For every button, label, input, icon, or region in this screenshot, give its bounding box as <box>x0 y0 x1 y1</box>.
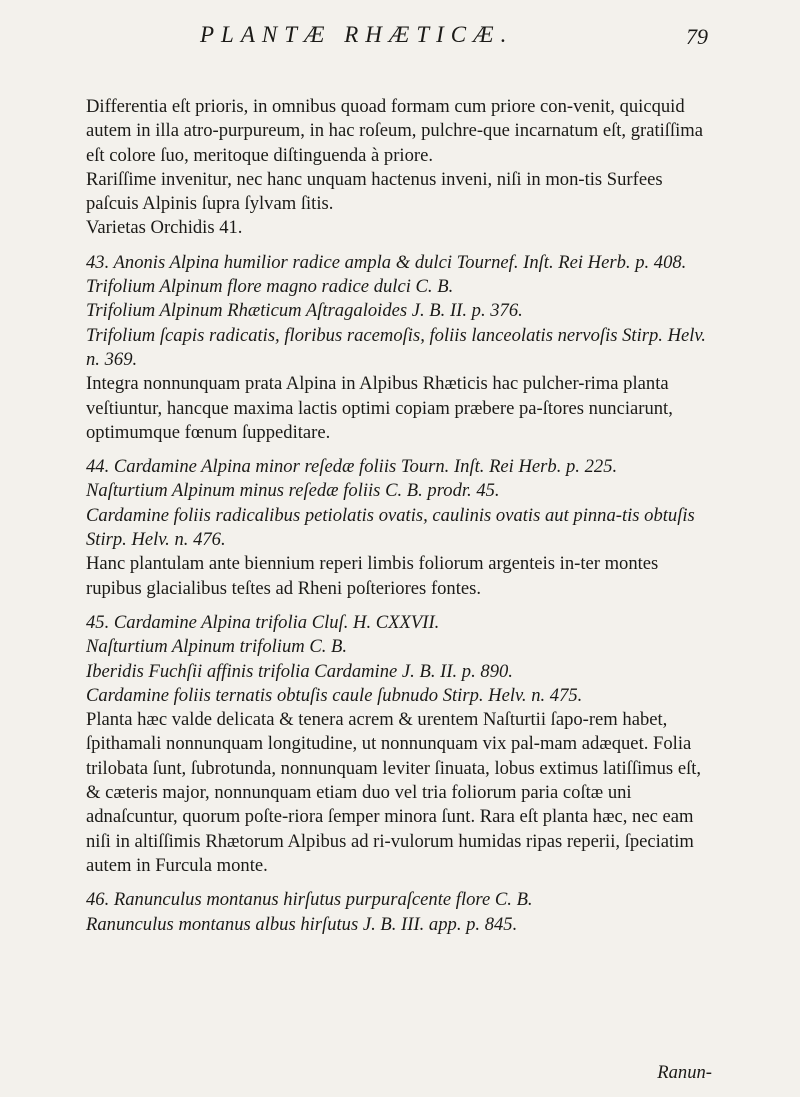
page-number: 79 <box>686 24 708 49</box>
intro-paragraph-1: Differentia eſt prioris, in omnibus quoad formam cum priore con-venit, quicquid autem in illa atro-purpureum, in hac roſeum, pulchre-que incarnatum eſt, gratiſſima eſt colore ſuo, meritoque diſtinguenda à priore. <box>86 96 703 166</box>
synonym-line: Ranunculus montanus albus hirſutus J. B. III. app. p. 845. <box>86 913 518 935</box>
entry-heading: 45. Cardamine Alpina trifolia Cluſ. H. CXXVII. <box>86 611 440 633</box>
intro-paragraph-3: Varietas Orchidis 41. <box>86 217 243 239</box>
entry-description: Integra nonnunquam prata Alpina in Alpibus Rhæticis hac pulcher-rima planta veſtiuntur, hancque maxima lactis optimi copiam præbere pa-ſtores nunciarunt, optimumque fœnum ſuppeditare. <box>86 373 673 443</box>
synonym-line: Cardamine foliis radicalibus petiolatis ovatis, caulinis ovatis aut pinna-tis obtuſis Stirp. Helv. n. 476. <box>86 504 695 551</box>
entry-44 <box>86 455 718 601</box>
synonym-line: Trifolium Alpinum Rhæticum Aſtragaloides J. B. II. p. 376. <box>86 300 523 322</box>
entry-heading: 46. Ranunculus montanus hirſutus purpuraſcente flore C. B. <box>86 889 533 911</box>
synonym-line: Cardamine foliis ternatis obtuſis caule ſubnudo Stirp. Helv. n. 475. <box>86 684 583 706</box>
entry-description: Planta hæc valde delicata & tenera acrem & urentem Naſturtii ſapo-rem habet, ſpithamali nonnunquam longitudine, ut nonnunquam vix pal-mam adæquet. Folia trilobata ſunt, ſubrotunda, nonnunquam leviter ſinuata, lobus extimus latiſſimus eſt, & cæteris major, nonnunquam etiam duo vel tria foliorum paria coſtæ uni adnaſcuntur, quorum poſte-riora ſemper minora ſunt. Rara eſt planta hæc, nec eam niſi in altiſſimis Rhætorum Alpibus ad ri-vulorum humidas ripas reperii, ſpeciatim autem in Furcula monte. <box>86 709 702 876</box>
running-head <box>0 12 800 52</box>
entry-heading: 43. Anonis Alpina humilior radice ampla & dulci Tournef. Inſt. Rei Herb. p. 408. <box>86 251 687 273</box>
entry-45 <box>86 611 718 878</box>
synonym-line: Naſturtium Alpinum minus reſedæ foliis C. B. prodr. 45. <box>86 480 500 502</box>
synonym-line: Trifolium Alpinum flore magno radice dulci C. B. <box>86 276 454 298</box>
entry-43 <box>86 251 718 445</box>
entry-46 <box>86 888 718 937</box>
intro-paragraph-2: Rariſſime invenitur, nec hanc unquam hactenus inveni, niſi in mon-tis Surfees paſcuis Alpinis ſupra ſylvam ſitis. <box>86 168 663 215</box>
running-title: PLANTÆ RHÆTICÆ. <box>200 22 514 47</box>
synonym-line: Naſturtium Alpinum trifolium C. B. <box>86 636 348 658</box>
synonym-line: Trifolium ſcapis radicatis, floribus racemoſis, foliis lanceolatis nervoſis Stirp. Helv. n. 369. <box>86 324 706 370</box>
synonym-line: Iberidis Fuchſii affinis trifolia Cardamine J. B. II. p. 890. <box>86 660 513 682</box>
body-text <box>86 95 718 937</box>
catchword: Ranun- <box>657 1062 712 1083</box>
entry-heading: 44. Cardamine Alpina minor reſedæ foliis Tourn. Inſt. Rei Herb. p. 225. <box>86 456 618 478</box>
entry-description: Hanc plantulam ante biennium reperi limbis foliorum argenteis in-ter montes rupibus glacialibus teſtes ad Rheni poſteriores fontes. <box>86 553 659 599</box>
